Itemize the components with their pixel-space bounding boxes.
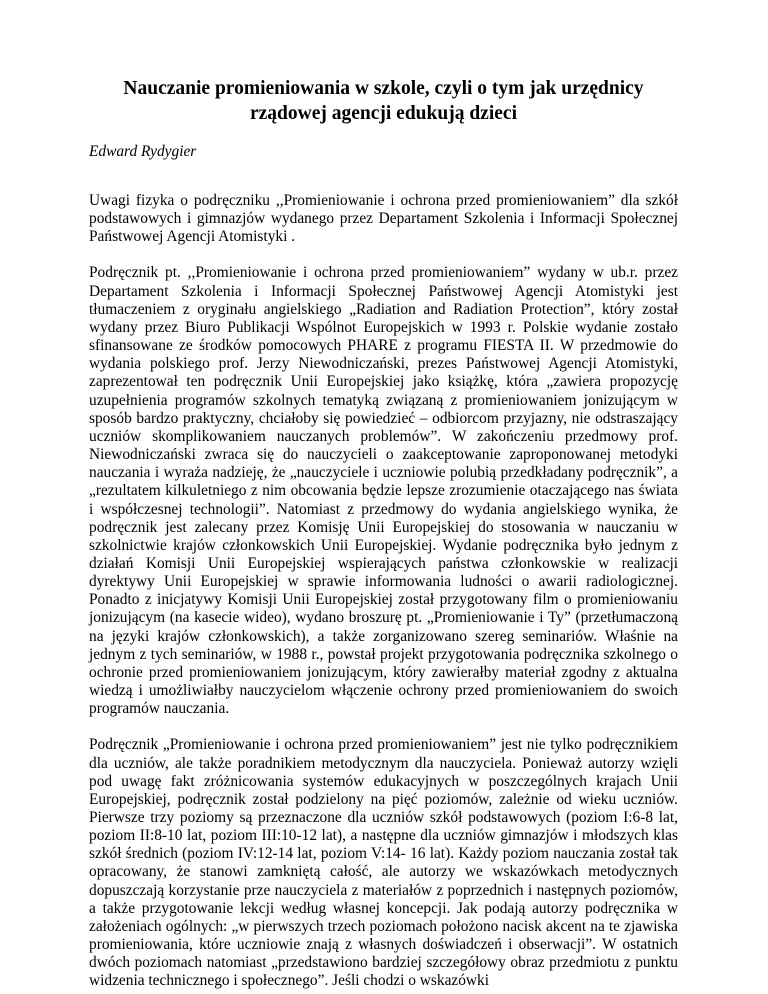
document-title: [89, 76, 678, 126]
paragraph-intro-note: Uwagi fizyka o podręczniku ,,Promieniowanie i ochrona przed promieniowaniem” dla szkół podstawowych i gimnazjów wydanego przez Departament Szkolenia i Informacji Społecznej Państwowej Agencji Atomistyki .: [89, 192, 678, 246]
title-line-2: rządowej agencji edukują dzieci: [249, 103, 517, 124]
author-name: Edward Rydygier: [89, 143, 197, 160]
paragraph-textbook-structure: Podręcznik „Promieniowanie i ochrona przed promieniowaniem” jest nie tylko podręcznikiem dla uczniów, ale także poradnikiem metodycznym dla nauczyciela. Ponieważ autorzy wzięli pod uwagę fakt zróżnicowania systemów edukacyjnych w poszczególnych krajach Unii Europejskiej, podręcznik został podzielony na pięć poziomów, zależnie od wieku uczniów. Pierwsze trzy poziomy są przeznaczone dla uczniów szkół podstawowych (poziom I:6-8 lat, poziom II:8-10 lat, poziom III:10-12 lat), a następne dla uczniów gimnazjów i młodszych klas szkół średnich (poziom IV:12-14 lat, poziom V:14- 16 lat). Każdy poziom nauczania został tak opracowany, że stanowi zamkniętą całość, ale autorzy we wskazówkach metodycznych dopuszczają korzystanie prze nauczyciela z materiałów z poprzednich i następnych poziomów, a także przygotowanie lekcji według własnej koncepcji. Jak podają autorzy podręcznika w założeniach ogólnych: „w pierwszych trzech poziomach położono nacisk akcent na te zjawiska promieniowania, które uczniowie znają z własnych doświadczeń i obserwacji”. W ostatnich dwóch poziomach natomiast „przedstawiono bardziej szczegółowy obraz przedmiotu z punktu widzenia technicznego i społecznego”. Jeśli chodzi o wskazówki: [89, 736, 678, 990]
paragraph-textbook-background: Podręcznik pt. ,,Promieniowanie i ochrona przed promieniowaniem” wydany w ub.r. przez Departament Szkolenia i Informacji Społecznej Państwowej Agencji Atomistyki jest tłumaczeniem z oryginału angielskiego „Radiation and Radiation Protection”, który został wydany przez Biuro Publikacji Wspólnot Europejskich w 1993 r. Polskie wydanie zostało sfinansowane ze środków pomocowych PHARE z programu FIESTA II. W przedmowie do wydania polskiego prof. Jerzy Niewodniczański, prezes Państwowej Agencji Atomistyki, zaprezentował ten podręcznik Unii Europejskiej jako książkę, która „zawiera propozycję uzupełnienia programów szkolnych tematyką związaną z promieniowaniem jonizującym w sposób bardzo praktyczny, chciałoby się powiedzieć – odbiorcom przyjazny, nie odstraszający uczniów skomplikowaniem nauczanych problemów”. W zakończeniu przedmowy prof. Niewodniczański zwraca się do nauczycieli o zaakceptowanie zaproponowanej metodyki nauczania i wyraża nadzieję, że „nauczyciele i uczniowie polubią przedkładany podręcznik”, a „rezultatem kilkuletniego z nim obcowania będzie lepsze zrozumienie otaczającego nas świata i współczesnej technologii”. Natomiast z przedmowy do wydania angielskiego wynika, że podręcznik jest zalecany przez Komisję Unii Europejskiej do stosowania w nauczaniu w szkolnictwie krajów członkowskich Unii Europejskiej. Wydanie podręcznika było jednym z działań Komisji Unii Europejskiej wspierających państwa członkowskie w realizacji dyrektywy Unii Europejskiej w sprawie informowania ludności o awarii radiologicznej. Ponadto z inicjatywy Komisji Unii Europejskiej został przygotowany film o promieniowaniu jonizującym (na kasecie wideo), wydano broszurę pt. „Promieniowanie i Ty” (przetłumaczoną na języki krajów członkowskich), a także zorganizowano szereg seminariów. Właśnie na jednym z tych seminariów, w 1988 r., powstał projekt przygotowania podręcznika szkolnego o ochronie przed promieniowaniem jonizującym, który zawierałby materiał zgodny z aktualna wiedzą i umożliwiałby nauczycielom włączenie ochrony przed promieniowaniem do swoich programów nauczania.: [89, 264, 678, 718]
title-line-1: Nauczanie promieniowania w szkole, czyli o tym jak urzędnicy: [123, 78, 644, 99]
